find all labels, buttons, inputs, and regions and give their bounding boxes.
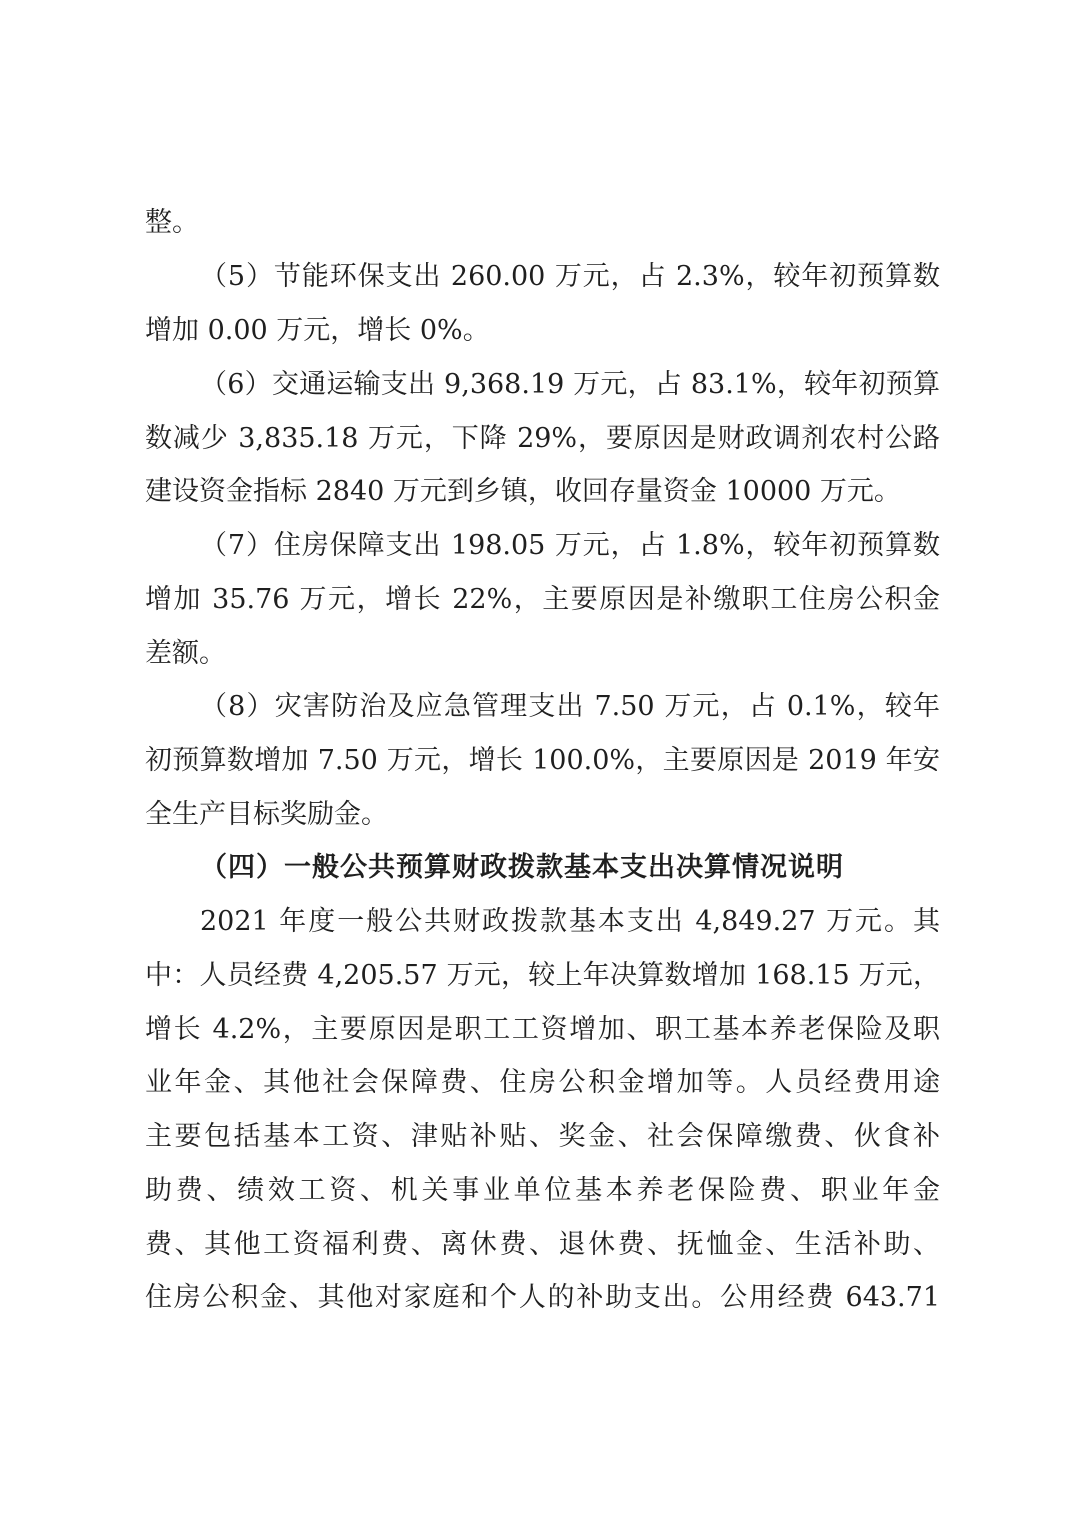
- text-line: 增加 35.76 万元，增长 22%，主要原因是补缴职工住房公积金: [145, 584, 940, 615]
- text-line: （6）交通运输支出 9,368.19 万元，占 83.1%，较年初预算: [200, 369, 940, 400]
- text-line: 数减少 3,835.18 万元，下降 29%，要原因是财政调剂农村公路: [145, 423, 940, 454]
- text-line: 建设资金指标 2840 万元到乡镇，收回存量资金 10000 万元。: [145, 476, 901, 507]
- section-heading: （四）一般公共预算财政拨款基本支出决算情况说明: [200, 852, 844, 883]
- text-line: （7）住房保障支出 198.05 万元，占 1.8%，较年初预算数: [200, 530, 940, 561]
- text-line: 差额。: [145, 638, 226, 669]
- text-line: 中：人员经费 4,205.57 万元，较上年决算数增加 168.15 万元，: [145, 960, 940, 991]
- text-line: 整。: [145, 207, 199, 238]
- text-line: 全生产目标奖励金。: [145, 799, 388, 830]
- text-line: 费、其他工资福利费、离休费、退休费、抚恤金、生活补助、: [145, 1229, 940, 1260]
- text-line: 主要包括基本工资、津贴补贴、奖金、社会保障缴费、伙食补: [145, 1121, 940, 1152]
- text-line: （8）灾害防治及应急管理支出 7.50 万元，占 0.1%，较年: [200, 691, 940, 722]
- text-line: 增长 4.2%，主要原因是职工工资增加、职工基本养老保险及职: [145, 1014, 940, 1045]
- text-line: 初预算数增加 7.50 万元，增长 100.0%，主要原因是 2019 年安: [145, 745, 940, 776]
- text-line: （5）节能环保支出 260.00 万元，占 2.3%，较年初预算数: [200, 261, 940, 292]
- text-line: 增加 0.00 万元，增长 0%。: [145, 315, 490, 346]
- text-line: 住房公积金、其他对家庭和个人的补助支出。公用经费 643.71: [145, 1282, 940, 1313]
- text-line: 2021 年度一般公共财政拨款基本支出 4,849.27 万元。其: [200, 906, 940, 937]
- text-line: 助费、绩效工资、机关事业单位基本养老保险费、职业年金: [145, 1175, 940, 1206]
- text-line: 业年金、其他社会保障费、住房公积金增加等。人员经费用途: [145, 1067, 940, 1098]
